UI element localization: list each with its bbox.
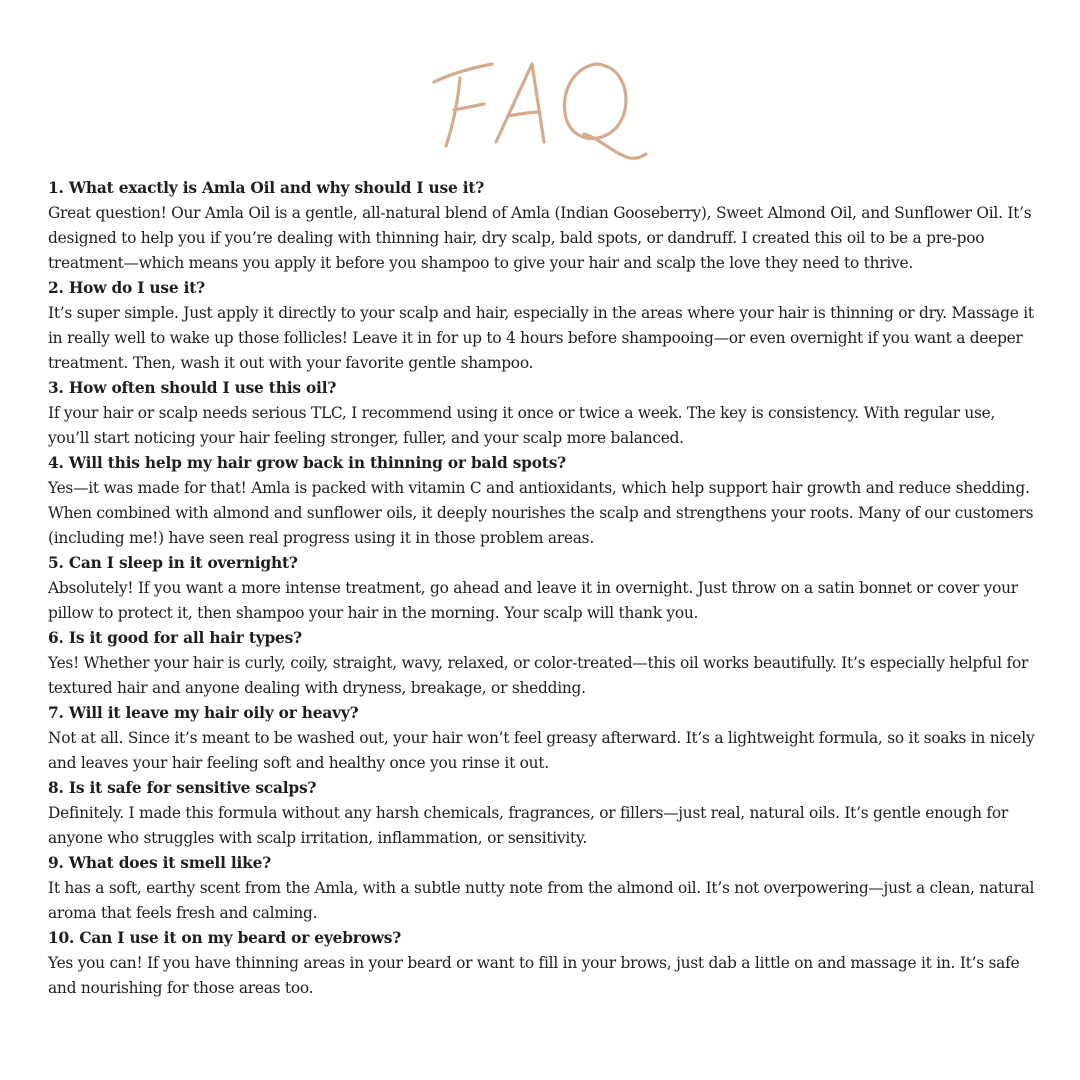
faq-answer: Yes you can! If you have thinning areas in your beard or want to fill in your brows, just dab a little on and massage it in. It’s safe and nourishing for those areas too. [48,954,1020,997]
title-letter-f-bar [454,104,484,110]
faq-item-7 [48,701,1038,776]
title-letter-q-bowl [564,64,626,139]
title-letter-f-stem [446,78,460,146]
faq-question: 9. What does it smell like? [48,854,272,872]
faq-item-6 [48,626,1038,701]
faq-item-1 [48,176,1038,276]
faq-question: 10. Can I use it on my beard or eyebrows? [48,929,402,947]
title-letter-a-bar [508,112,540,116]
faq-question: 3. How often should I use this oil? [48,379,337,397]
faq-title-script [420,30,660,170]
faq-answer: It has a soft, earthy scent from the Amla, with a subtle nutty note from the almond oil. It’s not overpowering—just a clean, natural aroma that feels fresh and calming. [48,879,1035,922]
faq-question: 2. How do I use it? [48,279,205,297]
title-block [0,30,1080,170]
faq-item-8 [48,776,1038,851]
faq-item-10 [48,926,1038,1001]
faq-question: 1. What exactly is Amla Oil and why should I use it? [48,179,485,197]
faq-question: 8. Is it safe for sensitive scalps? [48,779,317,797]
faq-question: 4. Will this help my hair grow back in thinning or bald spots? [48,454,566,472]
faq-list [48,176,1038,1001]
faq-answer: If your hair or scalp needs serious TLC, I recommend using it once or twice a week. The key is consistency. With regular use, you’ll start noticing your hair feeling stronger, fuller, and your scalp more balanced. [48,404,996,447]
faq-answer: Absolutely! If you want a more intense treatment, go ahead and leave it in overnight. Just throw on a satin bonnet or cover your pillow to protect it, then shampoo your hair in the morning. Your scalp will thank you. [48,579,1018,622]
faq-item-4 [48,451,1038,551]
title-letter-f-top [434,64,492,82]
faq-question: 5. Can I sleep in it overnight? [48,554,298,572]
faq-answer: Definitely. I made this formula without any harsh chemicals, fragrances, or fillers—just real, natural oils. It’s gentle enough for anyone who struggles with scalp irritation, inflammation, or sensitivity. [48,804,1008,847]
faq-item-5 [48,551,1038,626]
title-letter-q-tail [584,134,646,158]
faq-answer: Great question! Our Amla Oil is a gentle, all-natural blend of Amla (Indian Gooseberry), Sweet Almond Oil, and Sunflower Oil. It’s designed to help you if you’re dealing with thinning hair, dry scalp, bald spots, or dandruff. I created this oil to be a pre-poo treatment—which means you apply it before you shampoo to give your hair and scalp the love they need to thrive. [48,204,1032,272]
faq-question: 6. Is it good for all hair types? [48,629,302,647]
faq-item-9 [48,851,1038,926]
faq-answer: Yes—it was made for that! Amla is packed with vitamin C and antioxidants, which help support hair growth and reduce shedding. When combined with almond and sunflower oils, it deeply nourishes the scalp and strengthens your roots. Many of our customers (including me!) have seen real progress using it in those problem areas. [48,479,1034,547]
faq-answer: Yes! Whether your hair is curly, coily, straight, wavy, relaxed, or color-treated—this oil works beautifully. It’s especially helpful for textured hair and anyone dealing with dryness, breakage, or shedding. [48,654,1029,697]
faq-question: 7. Will it leave my hair oily or heavy? [48,704,359,722]
title-letter-a-body [496,64,544,142]
faq-item-3 [48,376,1038,451]
faq-item-2 [48,276,1038,376]
faq-answer: It’s super simple. Just apply it directly to your scalp and hair, especially in the areas where your hair is thinning or dry. Massage it in really well to wake up those follicles! Leave it in for up to 4 hours before shampooing—or even overnight if you want a deeper treatment. Then, wash it out with your favorite gentle shampoo. [48,304,1034,372]
faq-answer: Not at all. Since it’s meant to be washed out, your hair won’t feel greasy afterward. It’s a lightweight formula, so it soaks in nicely and leaves your hair feeling soft and healthy once you rinse it out. [48,729,1035,772]
